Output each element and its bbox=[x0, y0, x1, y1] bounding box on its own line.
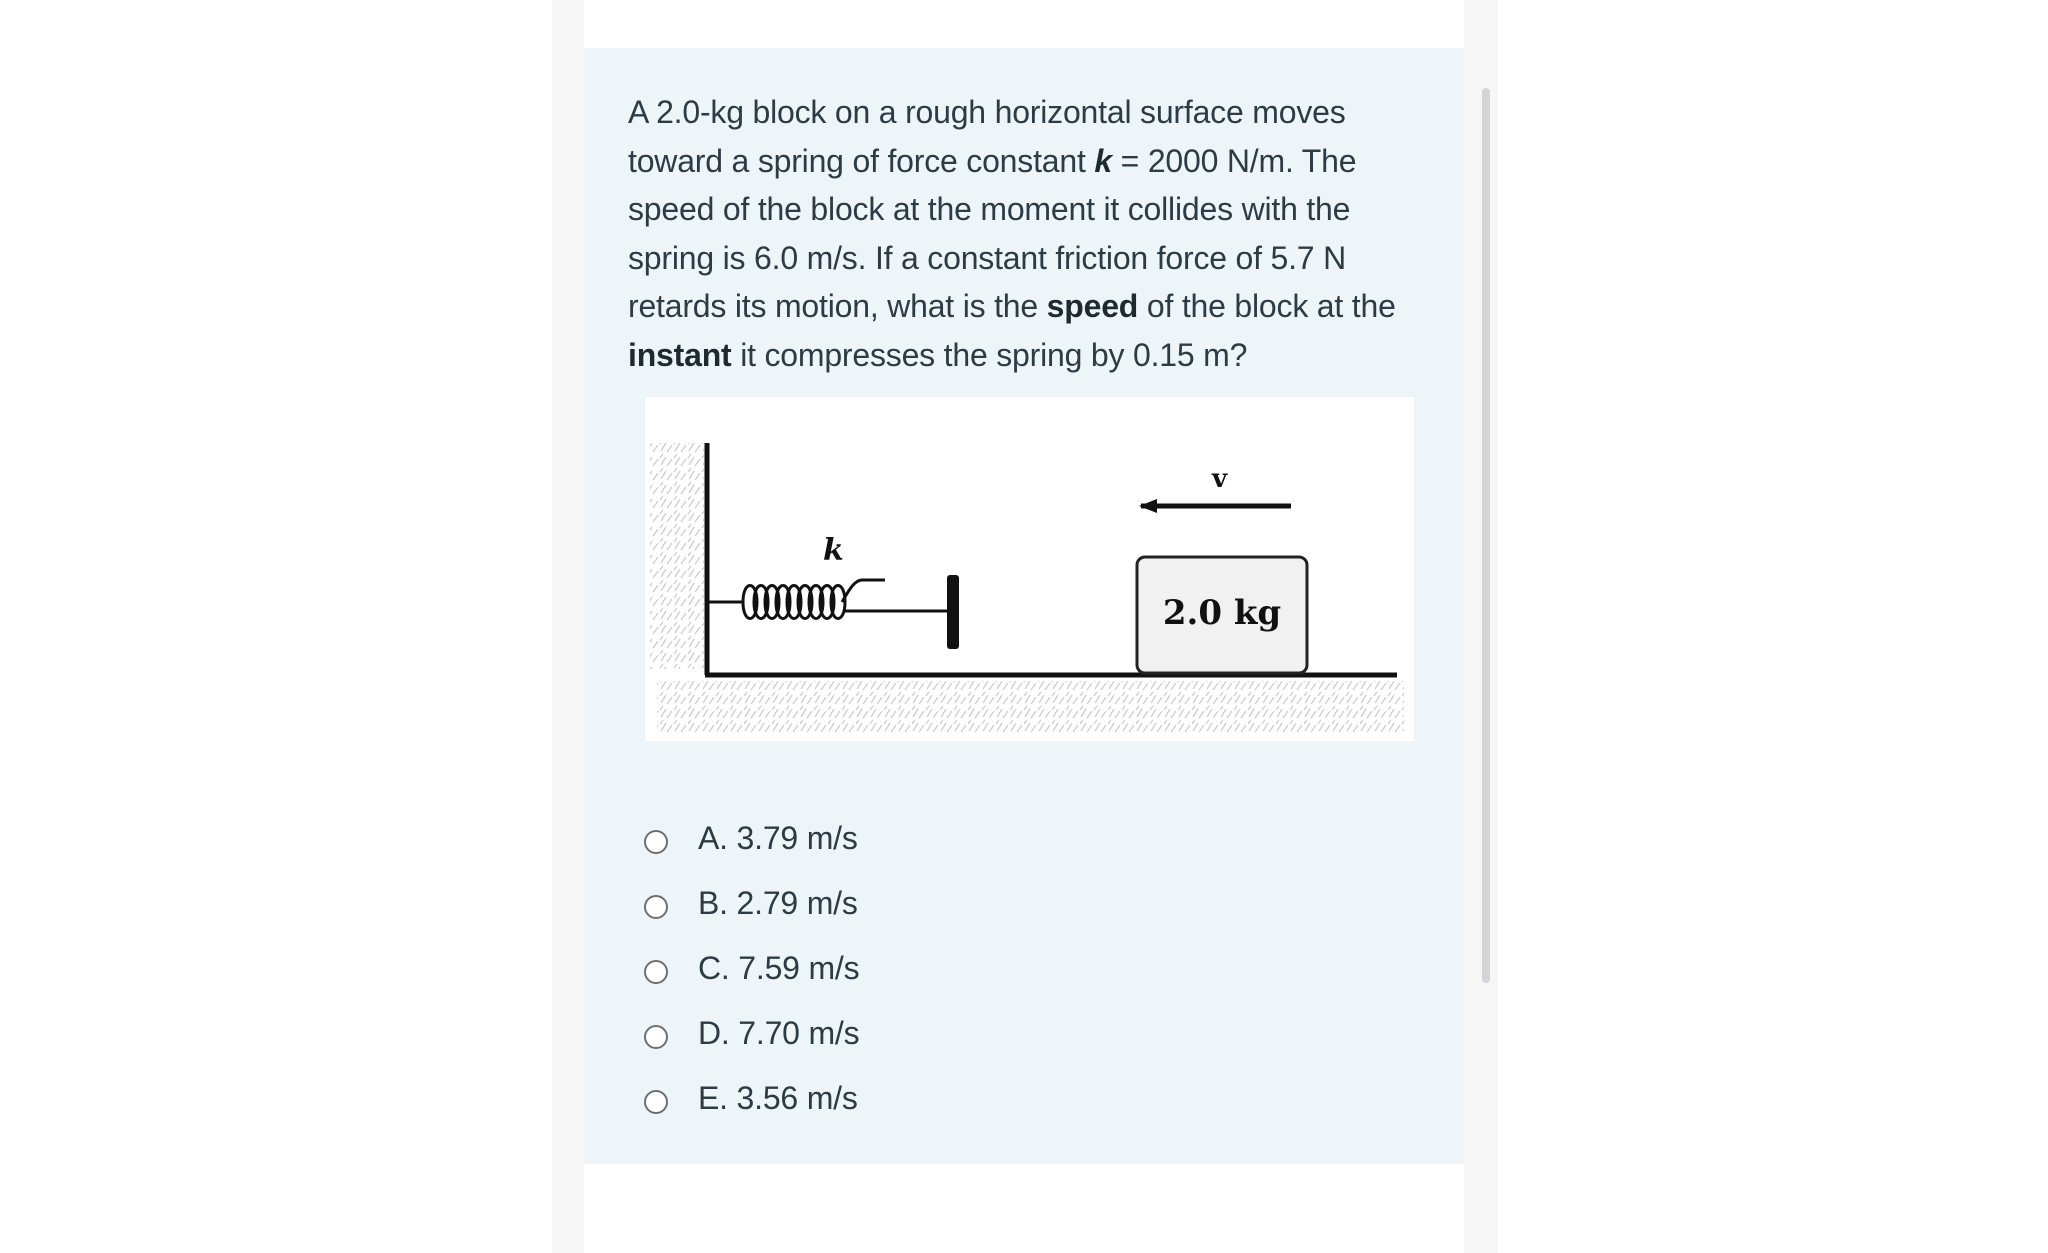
wall-hatching bbox=[650, 443, 704, 669]
radio-button[interactable] bbox=[644, 830, 668, 854]
answer-label: A. 3.79 m/s bbox=[698, 820, 858, 856]
floor-hatching bbox=[657, 681, 1404, 733]
block-mass-label: 2.0 kg bbox=[1162, 593, 1282, 633]
spring-end-plate bbox=[947, 575, 959, 649]
question-line-5: retards its motion, what is the speed of the block at the bbox=[628, 288, 1396, 324]
question-line-1: A 2.0-kg block on a rough horizontal surface moves bbox=[628, 94, 1346, 130]
answer-label: D. 7.70 m/s bbox=[698, 1015, 860, 1051]
answer-option-b[interactable] bbox=[644, 871, 1344, 936]
answer-option-a[interactable] bbox=[644, 806, 1344, 871]
answer-label: C. 7.59 m/s bbox=[698, 950, 860, 986]
question-line-4: spring is 6.0 m/s. If a constant friction force of 5.7 N bbox=[628, 239, 1347, 276]
spring-block-diagram bbox=[645, 397, 1414, 741]
spring-constant-symbol: k bbox=[1094, 142, 1112, 179]
question-line-2: toward a spring of force constant k = 2000 N/m. The bbox=[628, 142, 1357, 179]
velocity-label: v bbox=[1212, 464, 1228, 494]
answer-option-e[interactable] bbox=[644, 1066, 1344, 1131]
answer-options bbox=[644, 806, 1344, 1131]
answer-label: E. 3.56 m/s bbox=[698, 1080, 858, 1116]
answer-option-c[interactable] bbox=[644, 936, 1344, 1001]
spring-constant-label: k bbox=[823, 533, 844, 568]
velocity-arrowhead bbox=[1139, 499, 1157, 513]
scrollbar[interactable] bbox=[1482, 88, 1490, 983]
radio-button[interactable] bbox=[644, 1090, 668, 1114]
question-text bbox=[628, 88, 1428, 379]
question-line-3: speed of the block at the moment it collides with the bbox=[628, 191, 1351, 227]
question-line-6: instant it compresses the spring by 0.15 m? bbox=[628, 336, 1248, 373]
answer-label: B. 2.79 m/s bbox=[698, 885, 858, 921]
radio-button[interactable] bbox=[644, 1025, 668, 1049]
answer-option-d[interactable] bbox=[644, 1001, 1344, 1066]
emphasis-speed: speed bbox=[1046, 288, 1139, 324]
spring bbox=[709, 580, 885, 619]
emphasis-instant: instant bbox=[628, 336, 732, 373]
radio-button[interactable] bbox=[644, 895, 668, 919]
radio-button[interactable] bbox=[644, 960, 668, 984]
